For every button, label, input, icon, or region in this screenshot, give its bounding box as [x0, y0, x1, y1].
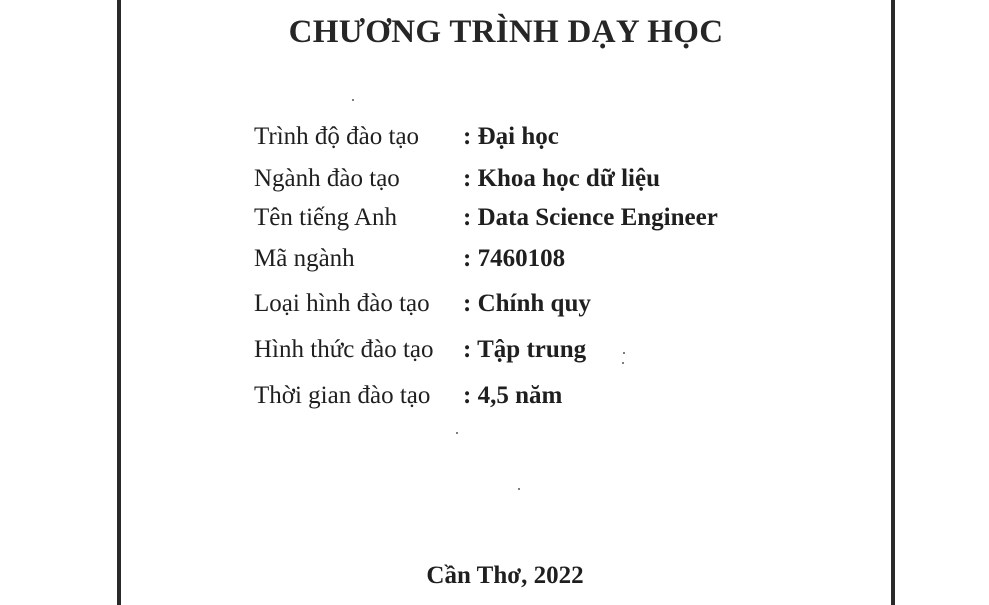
info-label: Ngành đào tạo	[254, 165, 400, 192]
scan-speck	[622, 362, 624, 364]
scan-speck	[352, 99, 354, 101]
info-value: : Tập trung	[463, 336, 587, 363]
info-value: : Khoa học dữ liệu	[463, 165, 660, 192]
scan-speck	[623, 352, 625, 354]
scan-speck	[456, 432, 458, 434]
info-value: : Data Science Engineer	[463, 204, 718, 231]
info-value: : Đại học	[463, 123, 559, 150]
info-value: : 4,5 năm	[463, 382, 563, 409]
info-label: Loại hình đào tạo	[254, 290, 430, 317]
info-value: : 7460108	[463, 245, 566, 272]
info-label: Thời gian đào tạo	[254, 382, 431, 409]
info-label: Trình độ đào tạo	[254, 123, 420, 150]
info-value: : Chính quy	[463, 290, 591, 317]
info-label: Tên tiếng Anh	[254, 204, 398, 231]
right-border-line	[891, 0, 895, 605]
place-and-year: Cần Thơ, 2022	[426, 562, 584, 589]
left-border-line	[117, 0, 121, 605]
info-label: Hình thức đào tạo	[254, 336, 434, 363]
document-title: CHƯƠNG TRÌNH DẠY HỌC	[288, 14, 724, 50]
scan-speck	[518, 488, 520, 490]
info-label: Mã ngành	[254, 245, 355, 272]
